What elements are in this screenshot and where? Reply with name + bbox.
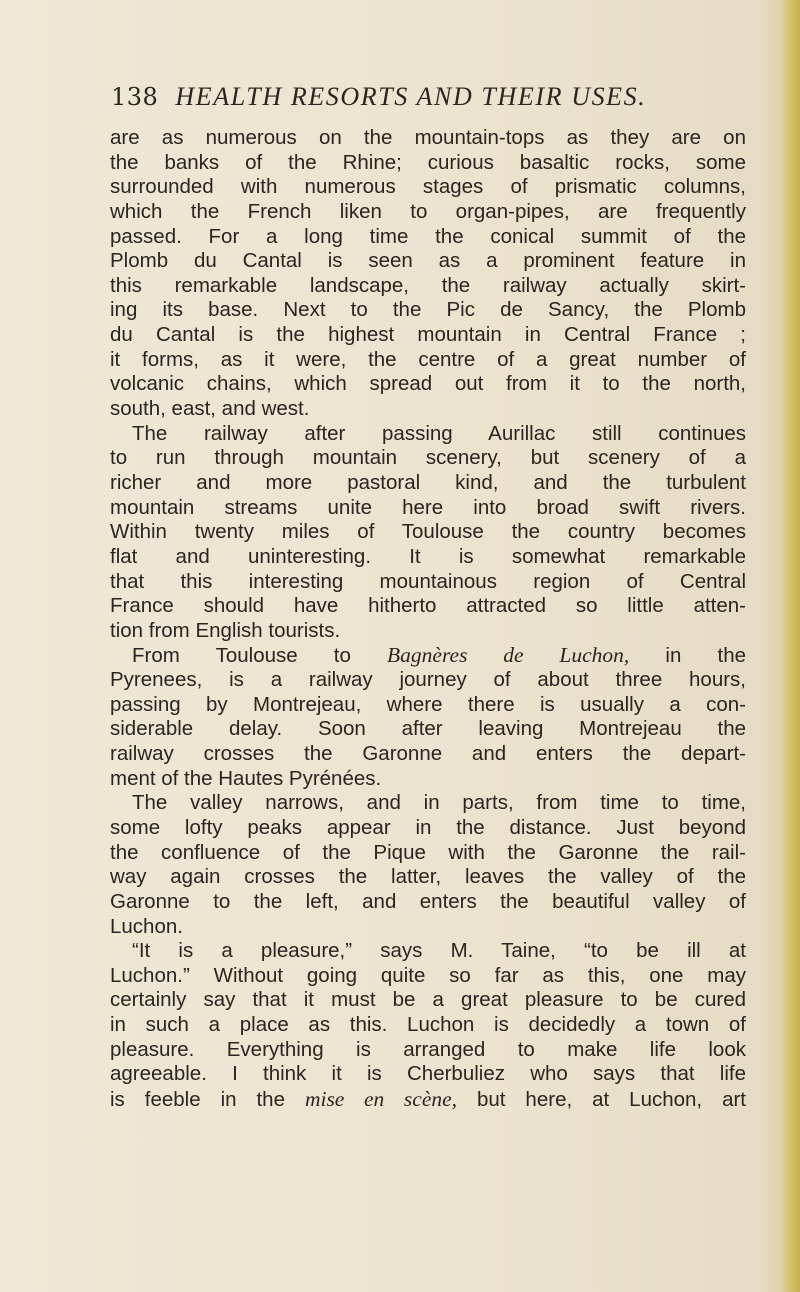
text-line: are as numerous on the mountain-tops as they are on [110,126,746,149]
text-line: Luchon. [110,914,183,938]
paragraph-first-line: The railway after passing Aurillac still continues [132,421,746,445]
page-header [111,82,671,118]
italic-place-name: Bagnères de Luchon, [387,643,630,668]
text-line: ment of the Hautes Pyrénées. [110,766,382,790]
running-head: HEALTH RESORTS AND THEIR USES. [175,82,647,111]
paragraph-first-line: From Toulouse to Bagnères de Luchon, in the [132,643,746,668]
text-line: some lofty peaks appear in the distance. Just beyond [110,815,746,839]
text-line: richer and more pastoral kind, and the turbulent [110,470,746,494]
text-line: which the French liken to organ-pipes, are frequently [110,199,746,223]
text-line: siderable delay. Soon after leaving Montrejeau the [110,717,746,741]
text-line: France should have hitherto attracted so little atten- [110,594,746,618]
text-line: Plomb du Cantal is seen as a prominent feature in [110,249,746,273]
body-text [110,126,746,1112]
text-line: flat and uninteresting. It is somewhat remarkable [110,544,746,568]
text-line: the confluence of the Pique with the Garonne the rail- [110,840,746,864]
text-line: the banks of the Rhine; curious basaltic rocks, some [110,150,746,174]
italic-phrase: mise en scène, [304,1086,458,1111]
text-line: passed. For a long time the conical summit of the [110,224,746,248]
paragraph-first-line: “It is a pleasure,” says M. Taine, “to be ill at [132,939,746,963]
text-line: that this interesting mountainous region of Central [110,569,746,593]
text-line: railway crosses the Garonne and enters the depart- [110,742,746,766]
page-edge-discoloration [782,0,800,1292]
text-line: ing its base. Next to the Pic de Sancy, the Plomb [110,298,746,322]
text-line: way again crosses the latter, leaves the valley of the [110,865,746,889]
text-line: this remarkable landscape, the railway actually skirt- [110,273,746,297]
text-line: tion from English tourists. [110,618,341,642]
text-line: Garonne to the left, and enters the beautiful valley of [110,889,746,913]
text-line: Luchon.” Without going quite so far as this, one may [110,963,746,987]
text-line: surrounded with numerous stages of prismatic columns, [110,175,746,199]
text-line: south, east, and west. [110,397,310,421]
text-line: certainly say that it must be a great pleasure to be cured [110,988,746,1012]
text-line: volcanic chains, which spread out from it to the north, [110,372,746,396]
text-line: pleasure. Everything is arranged to make life look [110,1037,746,1061]
text-line: in such a place as this. Luchon is decidedly a town of [110,1013,746,1037]
paragraph-first-line: The valley narrows, and in parts, from time to time, [132,791,746,815]
text-line: Pyrenees, is a railway journey of about three hours, [110,668,746,692]
text-line: agreeable. I think it is Cherbuliez who says that life [110,1062,746,1086]
page-number: 138 [111,83,159,111]
text-line: passing by Montrejeau, where there is usually a con- [110,692,746,716]
text-line: Within twenty miles of Toulouse the country becomes [110,520,746,544]
text-line: mountain streams unite here into broad swift rivers. [110,495,746,519]
text-line: is feeble in the mise en scène, but here, at Luchon, art [110,1086,746,1111]
text-line: to run through mountain scenery, but scenery of a [110,446,746,470]
text-line: it forms, as it were, the centre of a great number of [110,347,746,371]
text-line: du Cantal is the highest mountain in Central France ; [110,323,746,347]
